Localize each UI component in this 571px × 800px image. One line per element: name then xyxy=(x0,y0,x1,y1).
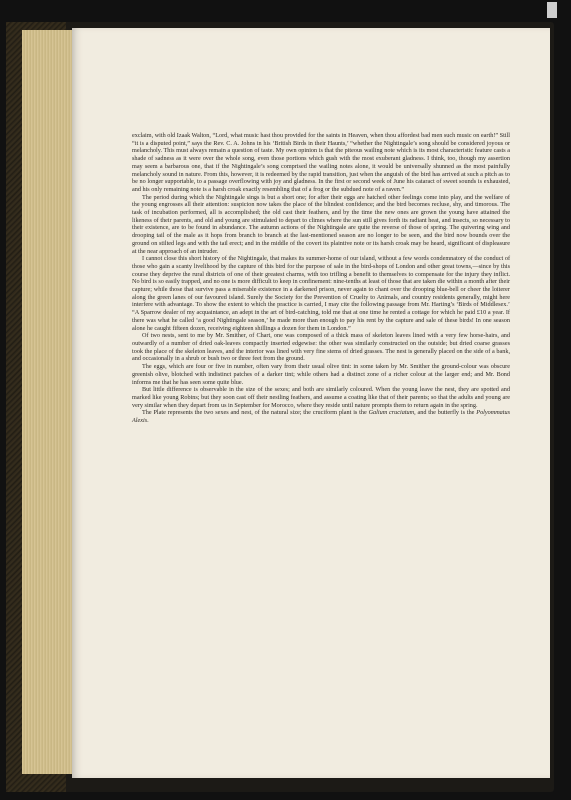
paragraph-5: The eggs, which are four or five in number, often vary from their usual olive tint: in some taken by Mr. Smither the ground-colour was obscure greenish olive, blotched with indistinct patches of a darker tint; while others had a distinct zone of a richer colour at the larger end; and Mr. Bond informs me that he has seen some quite blue. xyxy=(132,363,510,386)
butterfly-name: Polyommatus Alexis xyxy=(132,409,510,425)
book-page xyxy=(72,28,550,778)
plate-note-text-after: . xyxy=(147,417,149,425)
calibration-swatch xyxy=(547,2,557,18)
paragraph-1: exclaim, with old Izaak Walton, “Lord, what music hast thou provided for the saints in Heaven, when thou affordest bad men such music on earth!” Still “it is a disputed point,” says the Rev. C. A. Johns in his ‘British Birds in their Haunts,’ “whether the Nightingale’s song should be considered joyous or melancholy. This must always remain a question of taste. My own opinion is that the piteous wailing note which is its most characteristic feature casts a shade of sadness as it were over the whole song, even those portions which gush with the most exuberant gladness. I think, too, though my assertion may seem a barbarous one, that if the Nightingale’s song comprised the wailing notes alone, it would be universally shunned as the most painfully melancholy sound in nature. From this, however, it is redeemed by the rapid transition, just when the anguish of the bird has arrived at such a pitch as to be no longer supportable, to a passage overflowing with joy and gladness. In the first or second week of June his cataract of sweet sounds is exhausted, and his only remaining note is a harsh croak exactly resembling that of a frog or the subdued note of a raven.” xyxy=(132,132,510,193)
plate-note-text-middle: , and the butterfly is the xyxy=(414,409,477,417)
paragraph-4: Of two nests, sent to me by Mr. Smither, of Chart, one was composed of a thick mass of skeleton leaves lined with a very few horse-hairs, and outwardly of a number of dried oak-leaves compactly inserted edgewise: the other was similarly constructed on the outside; but dried coarse grasses took the place of the skeleton leaves, and the interior was lined with very fine stems of dried grasses. The nest is generally placed on the side of a bank, and occasionally in a shrub or bush two or three feet from the ground. xyxy=(132,332,510,363)
paragraph-3: I cannot close this short history of the Nightingale, that makes its summer-home of our island, without a few words condemnatory of the conduct of those who gain a scanty livelihood by the capture of this bird for the purpose of sale in the bird-shops of London and other great towns,—since by this course they deprive the rural districts of one of their greatest charms, with too trifling a benefit to themselves to compensate for the injury they inflict. No bird is so easily trapped, and no one is more difficult to keep in confinement: nine-tenths at least of those that are taken die within a month after their capture; while those that survive pass a miserable existence in a darkened prison, never again to chant over the drooping blue-bell or cheer the loiterer along the green lanes of our favoured island. Surely the Society for the Prevention of Cruelty to Animals, and country residents generally, might here interfere with advantage. To show the extent to which the practice is carried, I may cite the following passage from Mr. Harting’s ‘Birds of Middlesex.’ “A Sparrow dealer of my acquaintance, an adept in the art of bird-catching, told me that at one time he rented a cottage for which he paid £10 a year. If there was what he called ‘a good Nightingale season,’ he made more than enough to pay his rent by the capture and sale of these birds! In one season alone he caught fifteen dozen, receiving eighteen shillings a dozen for them in London.” xyxy=(132,255,510,332)
paragraph-2: The period during which the Nightingale sings is but a short one; for after their eggs are hatched other feelings come into play, and the welfare of the young engrosses all their attention: suspicion now takes the place of the blindest confidence; and the bird becomes recluse, shy, and timorous. The task of incubation performed, all is accomplished; the old cast their feathers, and by the time the new ones are grown the young have attained the likeness of their parents, and old and young are stimulated to depart to climes where the sun still gives forth its radiant heat, and insects, so necessary to their existence, are to be found in abundance. The autumn actions of the Nightingale are quite the reverse of those of spring. The quivering wing and drooping tail of the male as it hops from branch to branch at the last-mentioned season are no longer to be seen, and the bird now bounds over the ground on stilted legs and with the tail erect; and in the middle of the covert its plaintive note or its harsh croak may be heard, significant of displeasure at the near approach of an intruder. xyxy=(132,193,510,255)
plate-note-text-before: The Plate represents the two sexes and nest, of the natural size; the cruciform plant is the xyxy=(142,409,369,417)
gilt-page-edges xyxy=(22,30,74,774)
plate-note xyxy=(132,409,510,424)
paragraph-6: But little difference is observable in the size of the sexes; and both are similarly coloured. When the young leave the nest, they are spotted and marked like young Robins; but they soon cast off their nestling feathers, and assume a coating like that of their parents; so that the adults and young are very similar when they depart from us in September for Morocco, where they reside until nature prompts them to return again in the spring. xyxy=(132,386,510,409)
page-text xyxy=(132,132,510,425)
plant-name: Galium cruciatum xyxy=(368,409,415,417)
